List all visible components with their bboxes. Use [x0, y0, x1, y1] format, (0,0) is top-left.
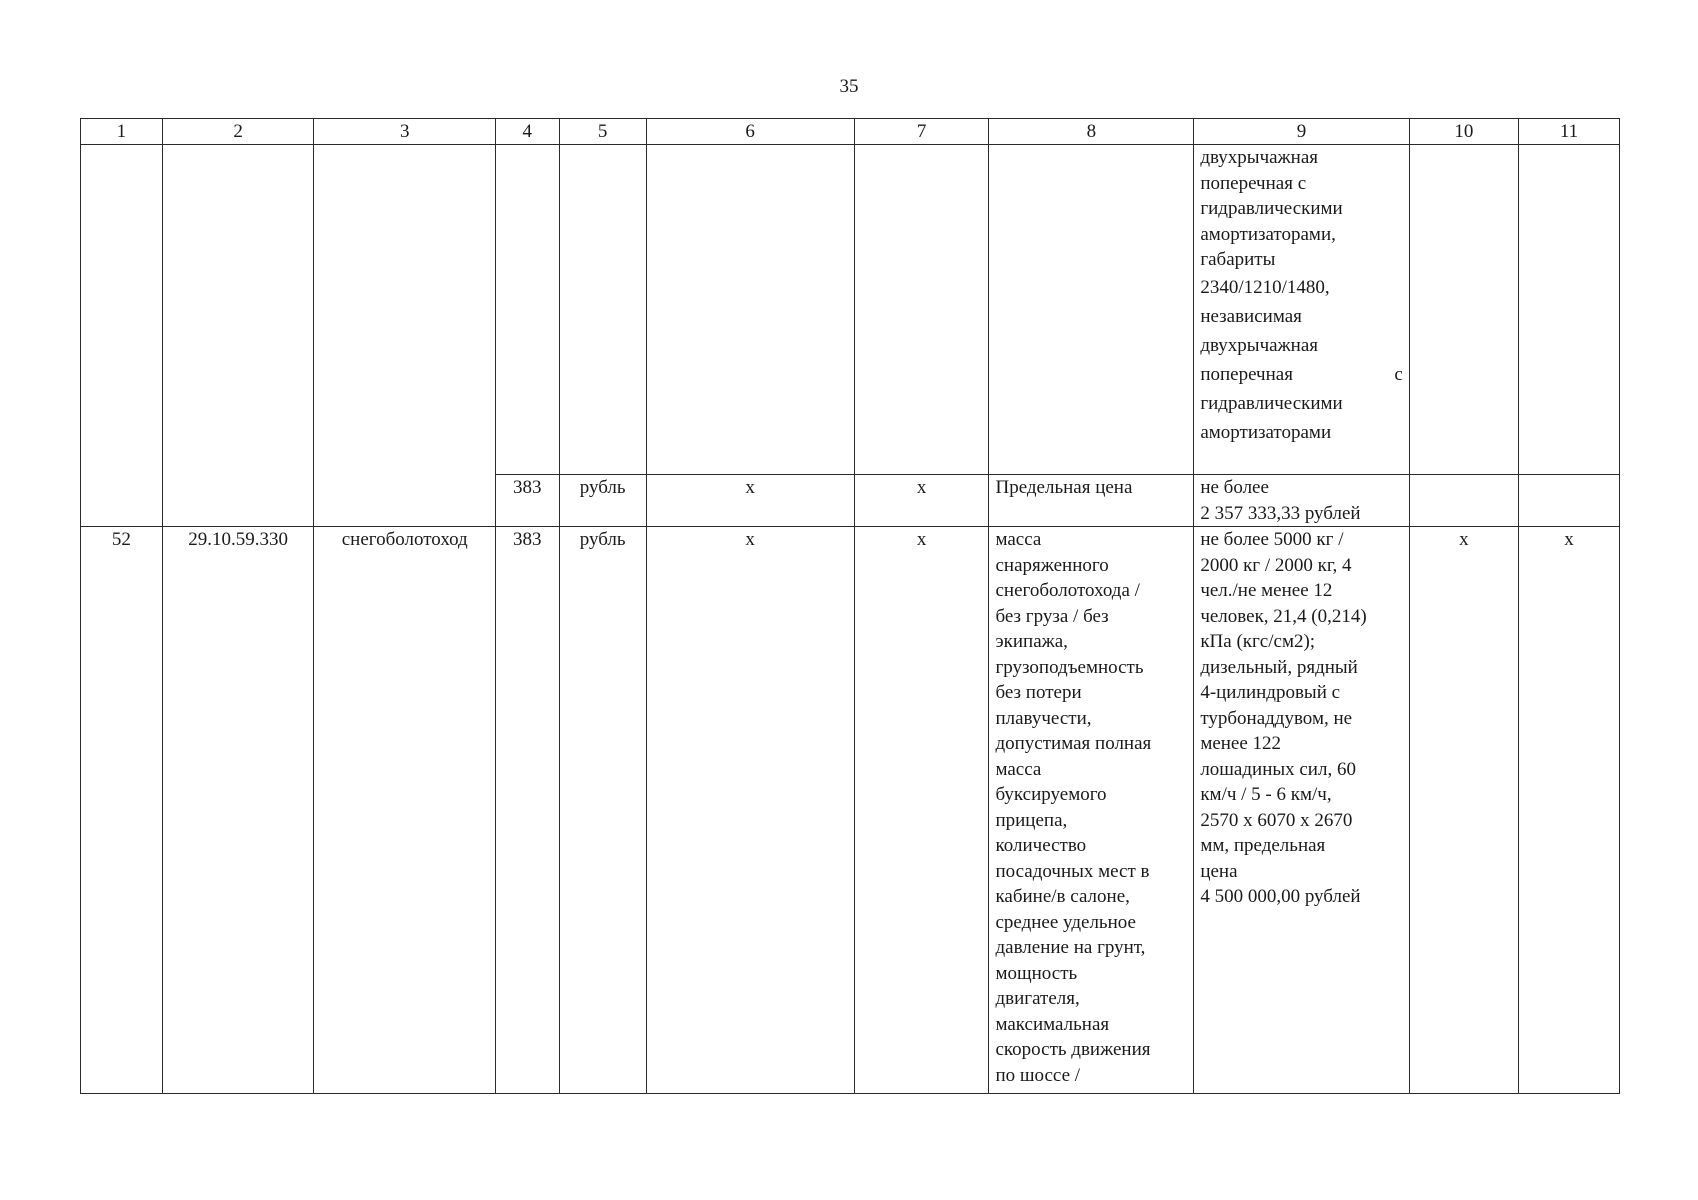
- text-line: экипажа,: [995, 631, 1068, 652]
- text-line: грузоподъемность: [995, 656, 1144, 678]
- text-line: прицепа,: [995, 809, 1068, 831]
- text-line: поперечная с: [1200, 172, 1307, 194]
- characteristic-name-cell: [989, 527, 1194, 1094]
- table-cell: [1409, 145, 1518, 475]
- header-cell: 7: [854, 119, 989, 145]
- characteristic-value-cell: [1194, 475, 1409, 527]
- text-line: мм, предельная: [1200, 835, 1326, 856]
- text-line: снаряженного: [995, 554, 1109, 576]
- text-line: мощность: [995, 962, 1078, 984]
- unit-name-cell: рубль: [559, 475, 646, 527]
- text-line: гидравлическими: [1200, 198, 1343, 219]
- header-cell: 5: [559, 119, 646, 145]
- text-line: кПа (кгс/см2);: [1200, 631, 1316, 652]
- text-line: двухрычажная: [1200, 147, 1319, 168]
- text-line: двигателя,: [995, 988, 1080, 1009]
- table-row-52: [81, 527, 1620, 1094]
- header-cell: 8: [989, 119, 1194, 145]
- header-cell: 11: [1519, 119, 1620, 145]
- text-fragment: с: [1394, 363, 1403, 385]
- specifications-table: [80, 118, 1620, 1094]
- text-line: 2570 x 6070 x 2670: [1200, 809, 1353, 831]
- product-name-cell: снегоболотоход: [314, 527, 495, 1094]
- table-cell: x: [854, 475, 989, 527]
- table-row-continuation: [81, 145, 1620, 475]
- text-line: чел./не менее 12: [1200, 580, 1333, 601]
- table-cell: [162, 145, 314, 527]
- text-line: гидравлическими: [1200, 392, 1343, 414]
- text-line: турбонаддувом, не: [1200, 707, 1353, 729]
- table-cell: x: [1519, 527, 1620, 1094]
- text-line: допустимая полная: [995, 733, 1152, 754]
- table-cell: [1409, 475, 1518, 527]
- unit-code-cell: 383: [495, 475, 559, 527]
- table-cell: x: [854, 527, 989, 1094]
- text-line: количество: [995, 835, 1087, 856]
- text-line: независимая: [1200, 305, 1302, 327]
- text-line: 2 357 333,33 рублей: [1200, 502, 1361, 524]
- text-line: амортизаторами,: [1200, 223, 1336, 245]
- row-number-cell: 52: [81, 527, 163, 1094]
- text-line: максимальная: [995, 1013, 1110, 1035]
- header-row: [81, 119, 1620, 145]
- text-line: кабине/в салоне,: [995, 886, 1130, 907]
- text-line: амортизаторами: [1200, 421, 1332, 443]
- text-line: человек, 21,4 (0,214): [1200, 605, 1367, 627]
- table-cell: x: [646, 475, 854, 527]
- text-line: габариты: [1200, 249, 1276, 270]
- table-cell: [81, 145, 163, 527]
- text-line: 2340/1210/1480,: [1200, 276, 1330, 298]
- text-line: км/ч / 5 - 6 км/ч,: [1200, 784, 1332, 805]
- okpd-code-cell: 29.10.59.330: [162, 527, 314, 1094]
- text-line: двухрычажная: [1200, 334, 1319, 356]
- unit-code-cell: 383: [495, 527, 559, 1094]
- text-line: буксируемого: [995, 784, 1107, 805]
- header-cell: 4: [495, 119, 559, 145]
- text-fragment: поперечная: [1200, 363, 1293, 385]
- table-cell: [495, 145, 559, 475]
- text-line: 2000 кг / 2000 кг, 4: [1200, 554, 1352, 576]
- header-cell: 10: [1409, 119, 1518, 145]
- table-cell: [559, 145, 646, 475]
- text-line: давление на грунт,: [995, 937, 1146, 958]
- text-line: не более 5000 кг /: [1200, 529, 1344, 550]
- page-number: 35: [839, 76, 859, 97]
- text-line: плавучести,: [995, 707, 1092, 729]
- table-cell: [1519, 475, 1620, 527]
- text-line: не более: [1200, 477, 1269, 498]
- text-line: по шоссе /: [995, 1064, 1081, 1086]
- text-line: цена: [1200, 860, 1238, 882]
- table-cell: x: [1409, 527, 1518, 1094]
- text-line: масса: [995, 529, 1042, 550]
- justified-text-line: [1200, 360, 1402, 389]
- text-line: менее 122: [1200, 733, 1282, 754]
- text-line: 4 500 000,00 рублей: [1200, 886, 1361, 907]
- text-line: лошадиных сил, 60: [1200, 758, 1356, 780]
- text-line: 4-цилиндровый с: [1200, 682, 1341, 703]
- table-cell: [1519, 145, 1620, 475]
- table-cell: [854, 145, 989, 475]
- text-line: дизельный, рядный: [1200, 656, 1358, 678]
- unit-name-cell: рубль: [559, 527, 646, 1094]
- text-line: без потери: [995, 682, 1082, 703]
- header-cell: 6: [646, 119, 854, 145]
- text-line: посадочных мест в: [995, 860, 1150, 882]
- header-cell: 1: [81, 119, 163, 145]
- table-cell: [314, 145, 495, 527]
- header-cell: 3: [314, 119, 495, 145]
- characteristic-name-cell: Предельная цена: [989, 475, 1194, 527]
- text-line: без груза / без: [995, 605, 1109, 627]
- header-cell: 2: [162, 119, 314, 145]
- table-cell: [646, 145, 854, 475]
- text-line: скорость движения: [995, 1039, 1151, 1060]
- table-cell: x: [646, 527, 854, 1094]
- table-cell: [989, 145, 1194, 475]
- text-line: снегоболотохода /: [995, 580, 1140, 601]
- header-cell: 9: [1194, 119, 1409, 145]
- text-line: масса: [995, 758, 1042, 780]
- characteristic-value-cell: [1194, 527, 1409, 1094]
- characteristic-value-cell: [1194, 145, 1409, 475]
- text-line: среднее удельное: [995, 911, 1136, 933]
